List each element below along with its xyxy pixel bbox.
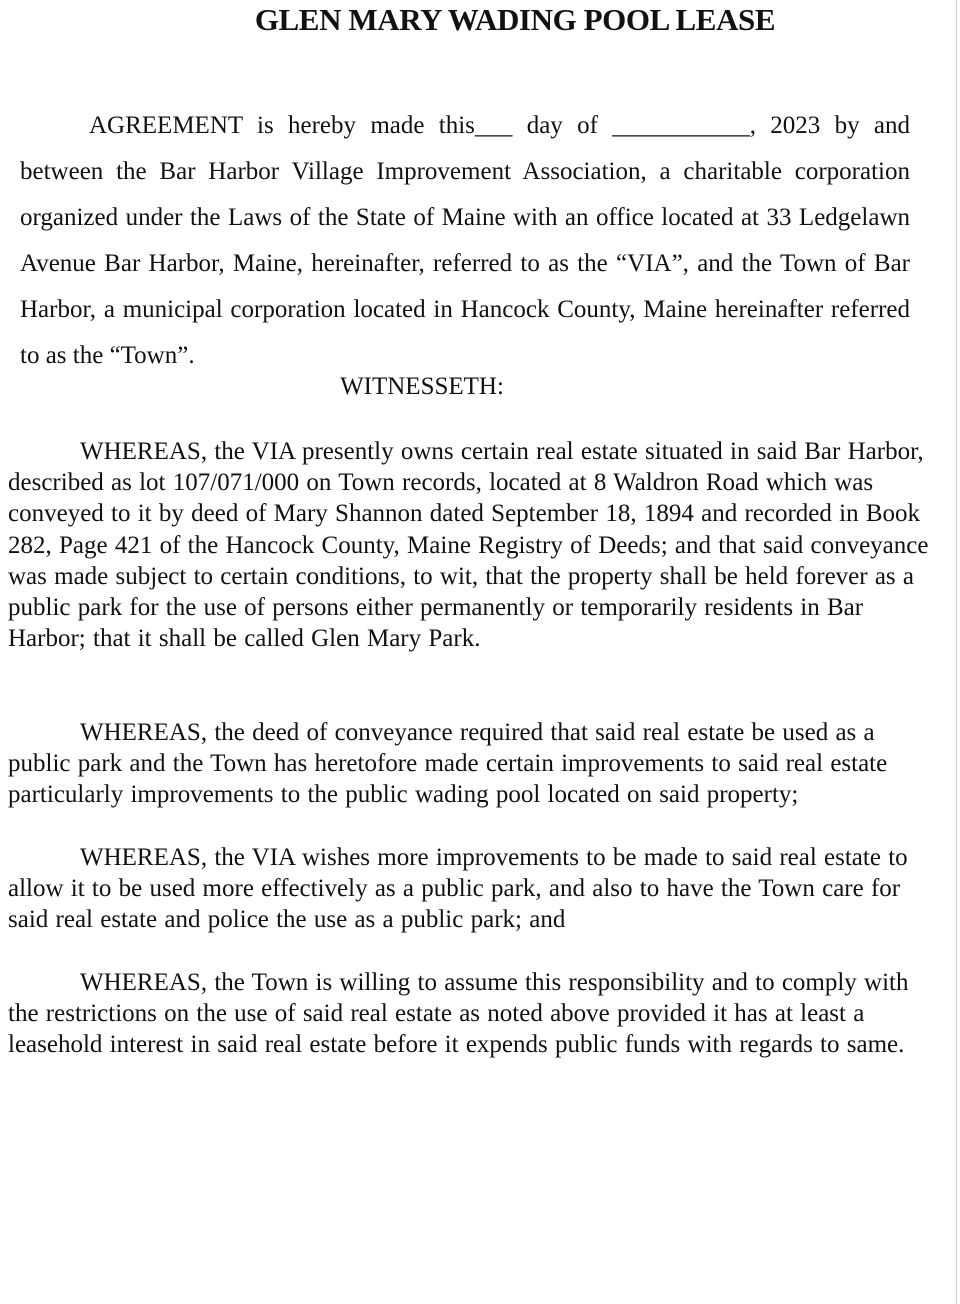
document-title: GLEN MARY WADING POOL LEASE [254, 2, 776, 37]
whereas-paragraph: WHEREAS, the VIA wishes more improvements to be made to said real estate to allow it to be used more effectively as a public park, and also to have the Town care for said real estate and police the use as a public park; and [8, 844, 908, 934]
witnesseth-heading: WITNESSETH: [340, 373, 504, 400]
whereas-paragraph: WHEREAS, the Town is willing to assume this responsibility and to comply with the restrictions on the use of said real estate as noted above provided it has at least a leasehold interest in said real estate before it expends public funds with regards to same. [8, 969, 909, 1059]
whereas-paragraph: WHEREAS, the deed of conveyance required that said real estate be used as a public park and the Town has heretofore made certain improvements to said real estate particularly improvements to the public wading pool located on said property; [8, 719, 888, 809]
whereas-paragraph: WHEREAS, the VIA presently owns certain real estate situated in said Bar Harbor, described as lot 107/071/000 on Town records, located at 8 Waldron Road which was conveyed to it by deed of Mary Shannon dated September 18, 1894 and recorded in Book 282, Page 421 of the Hancock County, Maine Registry of Deeds; and that said conveyance was made subject to certain conditions, to wit, that the property shall be held forever as a public park for the use of persons either permanently or temporarily residents in Bar Harbor; that it shall be called Glen Mary Park. [8, 438, 929, 653]
agreement-paragraph: AGREEMENT is hereby made this___ day of ___________, 2023 by and between the Bar Harbor Village Improvement Association, a charitable corporation organized under the Laws of the State of Maine with an office located at 33 Ledgelawn Avenue Bar Harbor, Maine, hereinafter, referred to as the “VIA”, and the Town of Bar Harbor, a municipal corporation located in Hancock County, Maine hereinafter referred to as the “Town”. [20, 112, 910, 369]
